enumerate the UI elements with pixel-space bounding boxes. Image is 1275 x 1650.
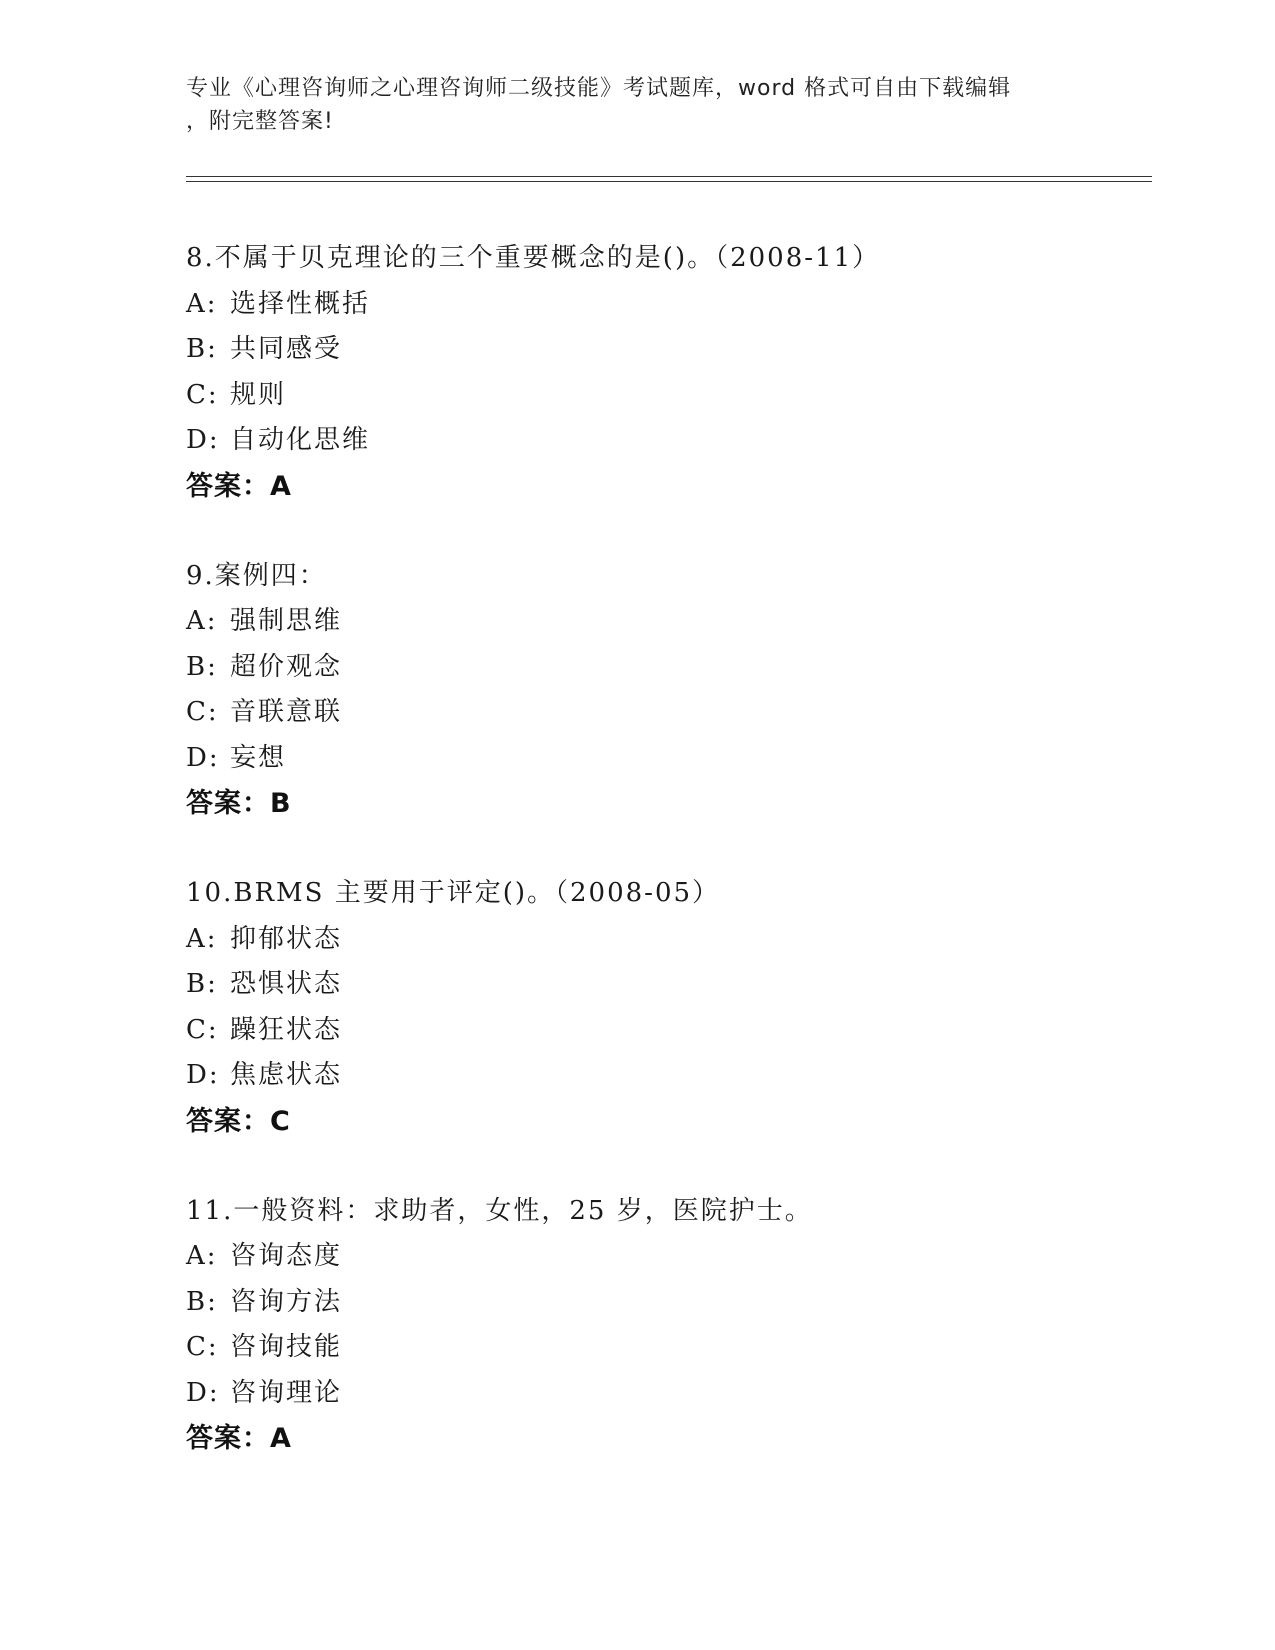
option-a xyxy=(186,1234,1146,1280)
option-text: 强制思维 xyxy=(230,606,343,636)
option-c xyxy=(186,1008,1146,1054)
option-letter: B: xyxy=(186,969,218,999)
option-letter: D: xyxy=(186,742,220,773)
option-text: 咨询理论 xyxy=(230,1377,343,1408)
question-10 xyxy=(186,871,1146,1145)
option-c xyxy=(186,373,1146,419)
option-letter: A: xyxy=(186,923,218,954)
question-11 xyxy=(186,1189,1146,1463)
option-letter: B: xyxy=(186,334,218,364)
option-text: 咨询态度 xyxy=(230,1241,343,1271)
option-text: 选择性概括 xyxy=(230,288,371,319)
header-line-1: 专业《心理咨询师之心理咨询师二级技能》考试题库，word 格式可自由下载编辑 xyxy=(186,76,1012,101)
option-text: 焦虑状态 xyxy=(230,1060,343,1090)
question-list xyxy=(186,236,1146,1462)
option-d xyxy=(186,1053,1146,1099)
option-b xyxy=(186,327,1146,373)
option-a xyxy=(186,282,1146,328)
question-title: 10.BRMS 主要用于评定()。（2008-05） xyxy=(186,878,721,908)
option-text: 恐惧状态 xyxy=(230,969,343,999)
option-text: 自动化思维 xyxy=(230,425,371,455)
question-title: 11.一般资料：求助者，女性，25 岁，医院护士。 xyxy=(186,1195,813,1226)
option-letter: A: xyxy=(186,1241,218,1271)
question-8 xyxy=(186,236,1146,510)
option-letter: D: xyxy=(186,1377,220,1408)
header-divider-top xyxy=(186,176,1152,177)
option-text: 妄想 xyxy=(230,742,287,773)
option-letter: C: xyxy=(186,1332,219,1362)
option-d xyxy=(186,418,1146,464)
option-a xyxy=(186,599,1146,645)
option-a xyxy=(186,917,1146,963)
document-header xyxy=(186,72,1086,138)
question-title: 8.不属于贝克理论的三个重要概念的是()。（2008-11） xyxy=(186,243,881,273)
answer-line: 答案：A xyxy=(186,1423,292,1454)
option-text: 超价观念 xyxy=(230,651,343,682)
option-letter: D: xyxy=(186,1060,220,1090)
option-c xyxy=(186,1325,1146,1371)
option-text: 音联意联 xyxy=(230,697,343,727)
option-letter: A: xyxy=(186,288,218,319)
option-letter: C: xyxy=(186,379,219,410)
option-text: 抑郁状态 xyxy=(230,923,343,954)
answer-line: 答案：C xyxy=(186,1105,291,1137)
question-9 xyxy=(186,554,1146,828)
option-letter: B: xyxy=(186,1286,218,1317)
option-letter: D: xyxy=(186,425,220,455)
option-b xyxy=(186,1280,1146,1326)
answer-line: 答案：B xyxy=(186,788,292,819)
option-text: 咨询技能 xyxy=(230,1332,343,1362)
header-divider-bottom xyxy=(186,181,1152,182)
question-title: 9.案例四： xyxy=(186,560,327,591)
option-text: 咨询方法 xyxy=(230,1286,343,1317)
option-d xyxy=(186,1371,1146,1417)
option-letter: C: xyxy=(186,1014,219,1045)
option-text: 规则 xyxy=(230,379,287,410)
option-text: 共同感受 xyxy=(230,334,343,364)
option-c xyxy=(186,690,1146,736)
option-b xyxy=(186,962,1146,1008)
answer-line: 答案：A xyxy=(186,470,292,502)
option-letter: C: xyxy=(186,697,219,727)
option-letter: B: xyxy=(186,651,218,682)
option-b xyxy=(186,645,1146,691)
option-d xyxy=(186,736,1146,782)
header-line-2: ，附完整答案! xyxy=(186,109,334,134)
option-letter: A: xyxy=(186,606,218,636)
option-text: 躁狂状态 xyxy=(230,1014,343,1045)
